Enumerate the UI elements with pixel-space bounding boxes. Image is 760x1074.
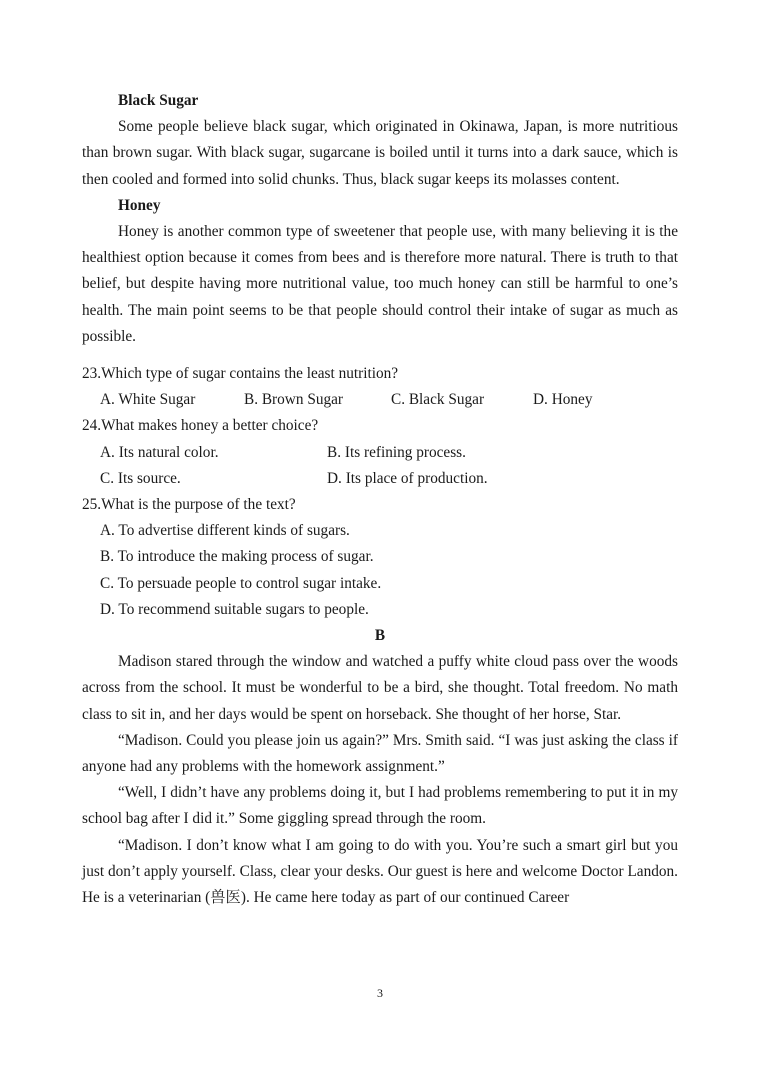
answer-options bbox=[82, 387, 678, 413]
page-content bbox=[82, 88, 678, 911]
question-24 bbox=[82, 413, 678, 492]
question-23 bbox=[82, 361, 678, 413]
question-stem: 23.Which type of sugar contains the least nutrition? bbox=[82, 365, 399, 383]
option-c: C. To persuade people to control sugar intake. bbox=[100, 574, 382, 592]
option-d: D. To recommend suitable sugars to people. bbox=[100, 600, 369, 618]
black-sugar-paragraph: Some people believe black sugar, which originated in Okinawa, Japan, is more nutritious than brown sugar. With black sugar, sugarcane is boiled until it turns into a dark sauce, which is then cooled and formed into solid chunks. Thus, black sugar keeps its molasses content. bbox=[82, 118, 678, 188]
option-b: B. Brown Sugar bbox=[244, 391, 344, 409]
option-d: D. Honey bbox=[533, 391, 593, 409]
option-a: A. White Sugar bbox=[100, 391, 196, 409]
option-c: C. Its source. bbox=[100, 469, 181, 487]
story-paragraph-2: “Madison. Could you please join us again?” Mrs. Smith said. “I was just asking the class if anyone had any problems with the homework assignment.” bbox=[82, 731, 678, 776]
option-d: D. Its place of production. bbox=[327, 469, 488, 487]
question-stem: 25.What is the purpose of the text? bbox=[82, 496, 296, 514]
section-b-label: B bbox=[374, 627, 386, 645]
option-c: C. Black Sugar bbox=[391, 391, 485, 409]
question-25 bbox=[82, 492, 678, 623]
story-paragraph-1: Madison stared through the window and watched a puffy white cloud pass over the woods across from the school. It must be wonderful to be a bird, she thought. Total freedom. No math class to sit in, and her days would be spent on horseback. She thought of her horse, Star. bbox=[82, 653, 678, 723]
option-b: B. To introduce the making process of sugar. bbox=[100, 548, 374, 566]
answer-options-row-1 bbox=[82, 440, 678, 466]
option-b: B. Its refining process. bbox=[327, 443, 466, 461]
answer-options-row-2 bbox=[82, 466, 678, 492]
black-sugar-heading: Black Sugar bbox=[118, 92, 199, 109]
page-number: 3 bbox=[377, 986, 383, 1000]
honey-paragraph: Honey is another common type of sweetener that people use, with many believing it is the healthiest option because it comes from bees and is therefore more natural. There is truth to that belief, but despite having more nutritional value, too much honey can still be harmful to one’s health. The main point seems to be that people should control their intake of sugar as much as possible. bbox=[82, 223, 678, 345]
option-a: A. Its natural color. bbox=[100, 443, 219, 461]
question-stem: 24.What makes honey a better choice? bbox=[82, 417, 319, 435]
story-paragraph-3: “Well, I didn’t have any problems doing it, but I had problems remembering to put it in my school bag after I did it.” Some giggling spread through the room. bbox=[82, 784, 678, 828]
option-a: A. To advertise different kinds of sugars. bbox=[100, 522, 350, 540]
honey-heading: Honey bbox=[118, 196, 161, 214]
story-paragraph-4: “Madison. I don’t know what I am going to do with you. You’re such a smart girl but you just don’t apply yourself. Class, clear your desks. Our guest is here and welcome Doctor Landon. He is a veterinarian (兽医). He came here today as part of our continued Career bbox=[82, 836, 678, 907]
